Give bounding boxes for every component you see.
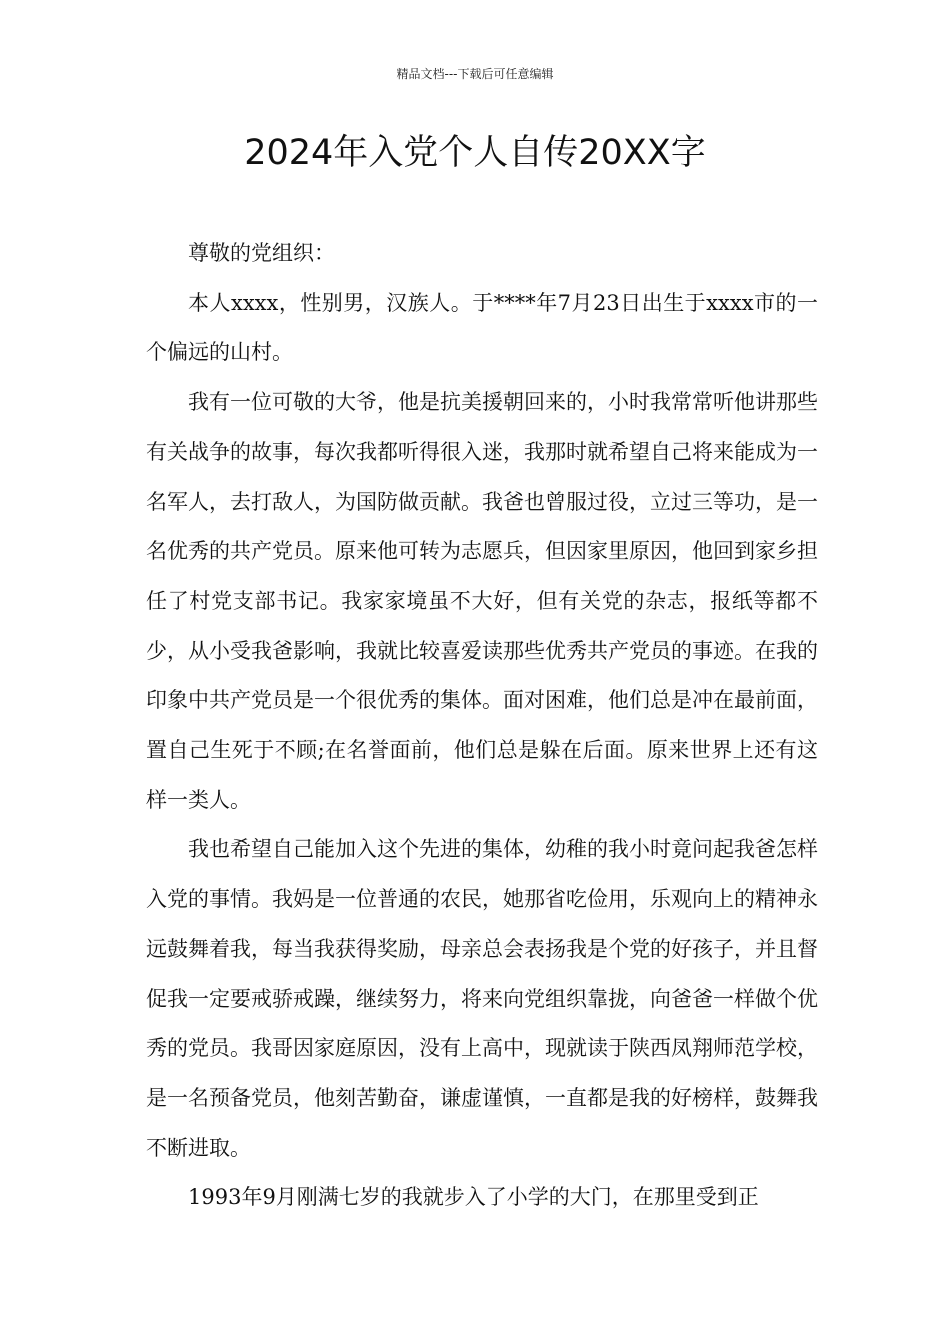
salutation: 尊敬的党组织： (188, 241, 335, 265)
body-paragraph: 1993年9月刚满七岁的我就步入了小学的大门，在那里受到正 (188, 1185, 759, 1210)
document-title: 2024年入党个人自传20XX字 (244, 133, 706, 173)
document-body (146, 229, 818, 1223)
header-note: 精品文档---下载后可任意编辑 (396, 67, 554, 81)
body-paragraph: 我有一位可敬的大爷，他是抗美援朝回来的，小时我常常听他讲那些有关战争的故事，每次我都听得很入迷，我那时就希望自己将来能成为一名军人，去打敌人，为国防做贡献。我爸也曾服过役，立过三等功，是一名优秀的共产党员。原来他可转为志愿兵，但因家里原因，他回到家乡担任了村党支部书记。我家家境虽不大好，但有关党的杂志，报纸等都不少，从小受我爸影响，我就比较喜爱读那些优秀共产党员的事迹。在我的印象中共产党员是一个很优秀的集体。面对困难，他们总是冲在最前面，置自己生死于不顾;在名誉面前，他们总是躲在后面。原来世界上还有这样一类人。 (146, 390, 818, 812)
body-paragraph: 我也希望自己能加入这个先进的集体，幼稚的我小时竟问起我爸怎样入党的事情。我妈是一位普通的农民，她那省吃俭用，乐观向上的精神永远鼓舞着我，每当我获得奖励，母亲总会表扬我是个党的好孩子，并且督促我一定要戒骄戒躁，继续努力，将来向党组织靠拢，向爸爸一样做个优秀的党员。我哥因家庭原因，没有上高中，现就读于陕西凤翔师范学校，是一名预备党员，他刻苦勤奋，谦虚谨慎，一直都是我的好榜样，鼓舞我不断进取。 (146, 837, 818, 1160)
body-paragraph: 本人xxxx，性别男，汉族人。于****年7月23日出生于xxxx市的一个偏远的山村。 (146, 290, 818, 365)
